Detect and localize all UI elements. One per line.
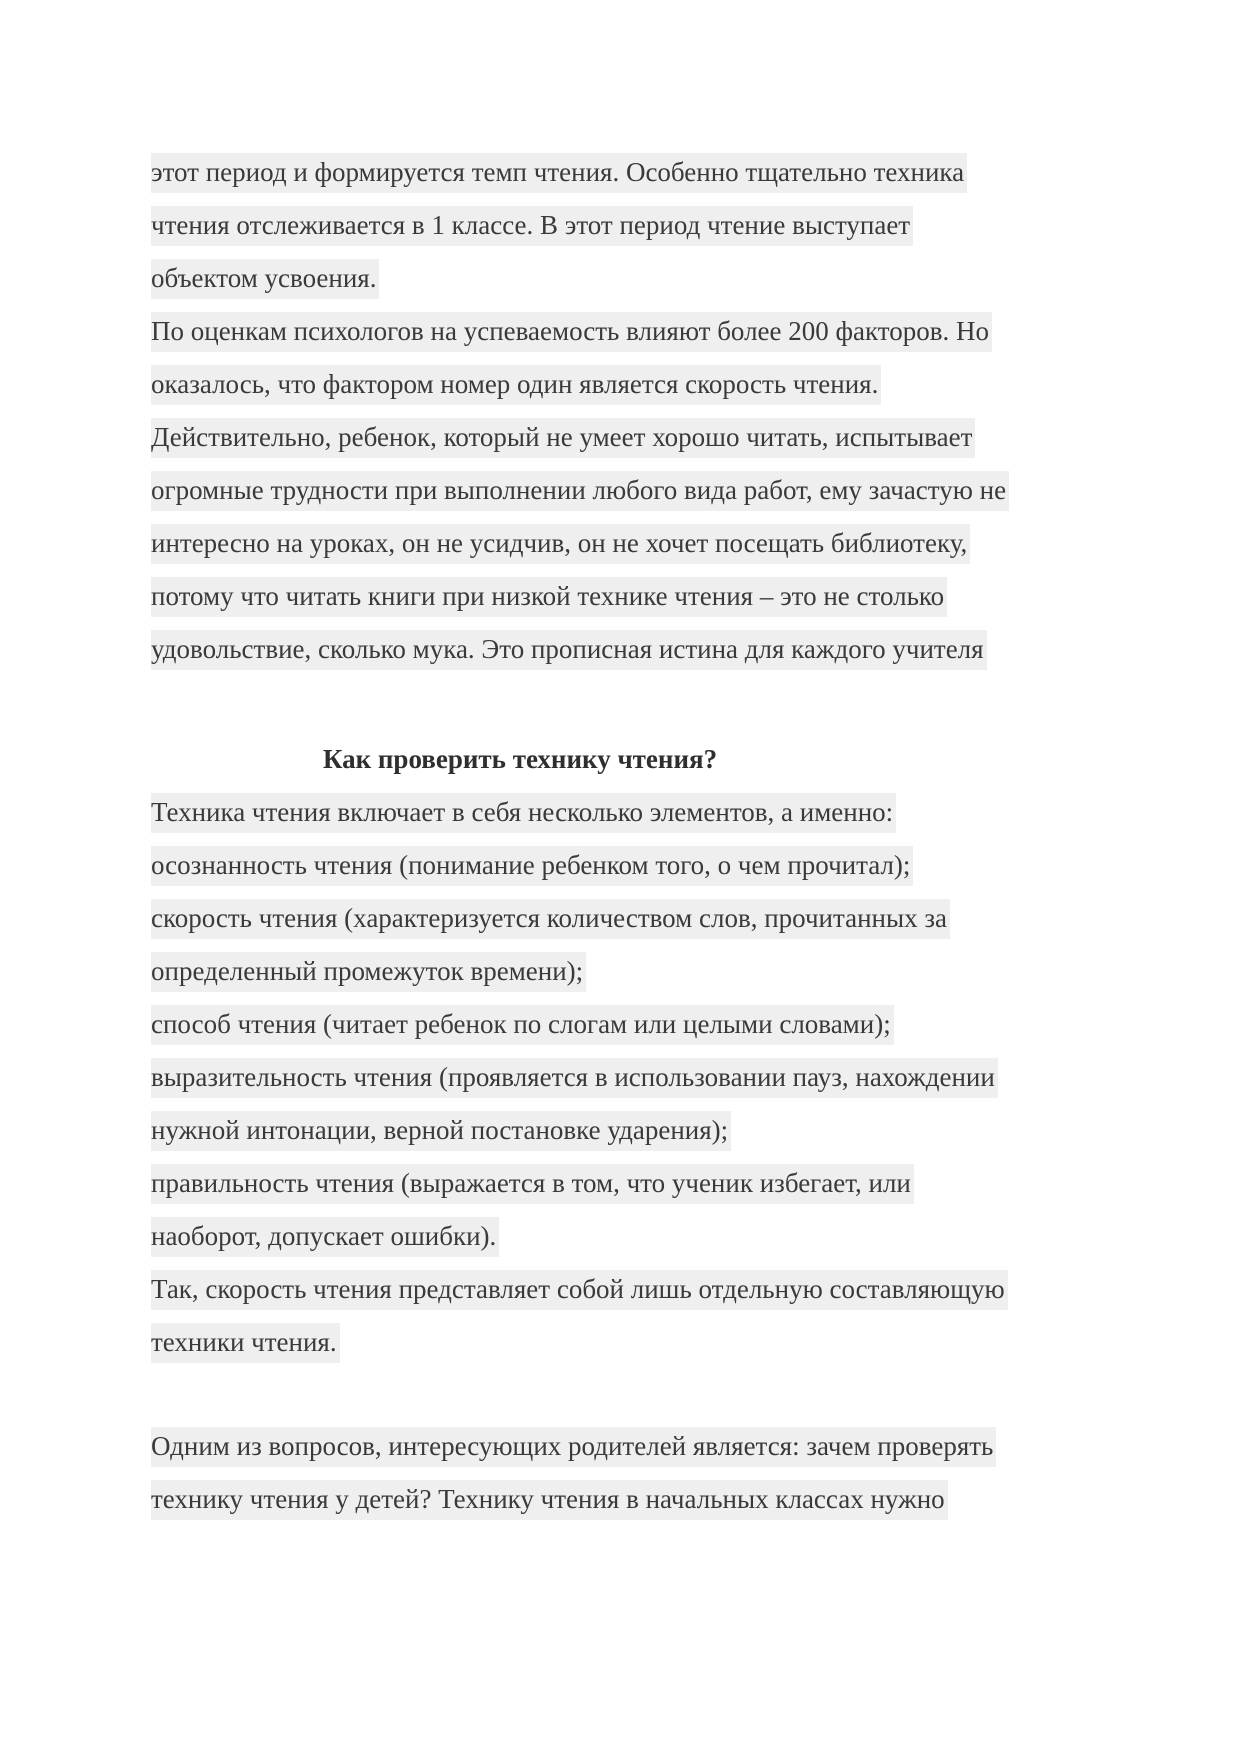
section-heading: Как проверить технику чтения? — [322, 744, 718, 774]
text-line: Так, скорость чтения представляет собой лишь отдельную составляющую — [151, 1268, 1008, 1310]
text-line: правильность чтения (выражается в том, что ученик избегает, или — [151, 1162, 914, 1204]
text-line: По оценкам психологов на успеваемость влияют более 200 факторов. Но — [151, 310, 992, 352]
text-line: объектом усвоения. — [151, 257, 379, 299]
text-line: Действительно, ребенок, который не умеет хорошо читать, испытывает — [151, 416, 975, 458]
text-line: Одним из вопросов, интересующих родителей является: зачем проверять — [151, 1425, 996, 1467]
text-line: осознанность чтения (понимание ребенком того, о чем прочитал); — [151, 844, 913, 886]
text-line: техники чтения. — [151, 1321, 340, 1363]
text-line: нужной интонации, верной постановке ударения); — [151, 1109, 731, 1151]
text-line: Техника чтения включает в себя несколько элементов, а именно: — [151, 791, 896, 833]
text-line: интересно на уроках, он не усидчив, он не хочет посещать библиотеку, — [151, 522, 970, 564]
text-line: потому что читать книги при низкой технике чтения – это не столько — [151, 575, 947, 617]
text-line: удовольствие, сколько мука. Это прописная истина для каждого учителя — [151, 628, 987, 670]
text-line: способ чтения (читает ребенок по слогам или целыми словами); — [151, 1003, 894, 1045]
text-line: чтения отслеживается в 1 классе. В этот период чтение выступает — [151, 204, 913, 246]
text-line: определенный промежуток времени); — [151, 950, 586, 992]
text-line: выразительность чтения (проявляется в использовании пауз, нахождении — [151, 1056, 998, 1098]
text-line: огромные трудности при выполнении любого вида работ, ему зачастую не — [151, 469, 1009, 511]
text-line: скорость чтения (характеризуется количеством слов, прочитанных за — [151, 897, 950, 939]
text-line: технику чтения у детей? Технику чтения в начальных классах нужно — [151, 1478, 948, 1520]
text-line: оказалось, что фактором номер один является скорость чтения. — [151, 363, 881, 405]
text-line: наоборот, допускает ошибки). — [151, 1215, 499, 1257]
text-line: этот период и формируется темп чтения. Особенно тщательно техника — [151, 151, 967, 193]
